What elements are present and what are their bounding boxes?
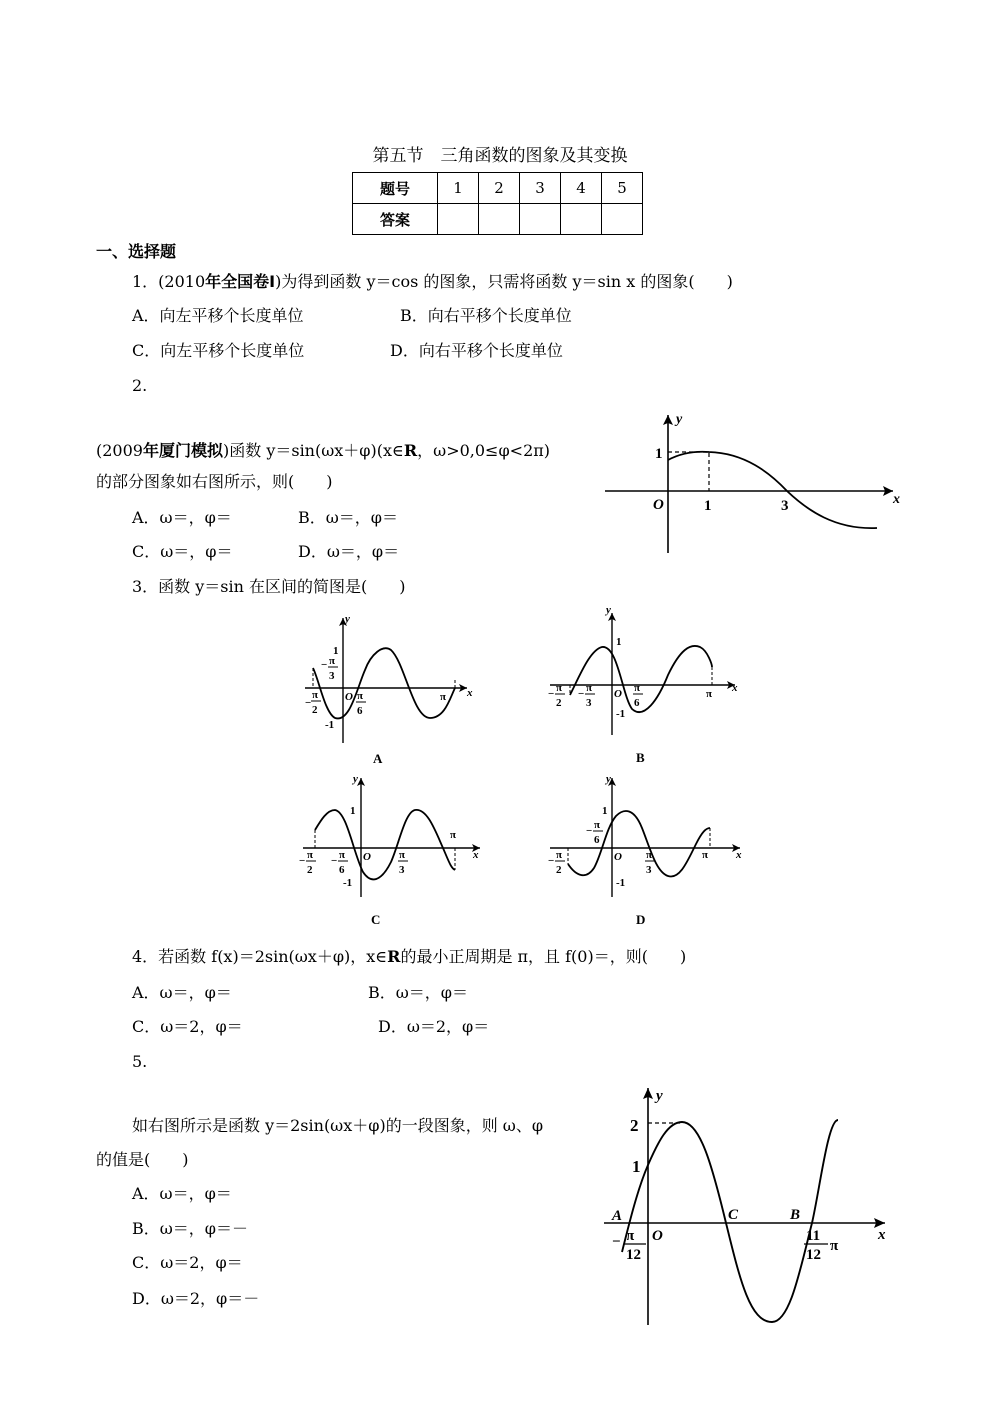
y-label: y (353, 773, 358, 785)
q4-option-d[interactable]: D．ω＝2，φ＝ (378, 1017, 490, 1036)
q3-graph-d[interactable] (540, 772, 750, 932)
tick-den: 6 (339, 864, 345, 876)
tick-num: π (307, 849, 314, 861)
curve (315, 810, 455, 880)
tick-sign: − (321, 659, 328, 671)
tick-den: 6 (357, 705, 363, 717)
q2-option-c[interactable]: C．ω＝，φ＝ (132, 542, 233, 561)
tick-num: π (594, 819, 601, 831)
q3-graph-a[interactable] (295, 608, 485, 770)
tick-one: 1 (602, 805, 608, 817)
curve (568, 811, 710, 877)
q5-point-b: B (790, 1207, 801, 1223)
q5-tick-two: 2 (630, 1116, 639, 1135)
q2-stem-c: )函数 y＝sin(ωx＋φ)(x∈ (222, 441, 404, 460)
tick-pi: π (440, 691, 447, 703)
q2-stem-a: (2009 (96, 441, 143, 460)
tick-neg-one: -1 (343, 877, 353, 889)
tick-sign: − (548, 688, 555, 700)
q4-option-c[interactable]: C．ω＝2，φ＝ (132, 1017, 243, 1036)
q5-x-label: x (878, 1227, 886, 1243)
q2-option-a[interactable]: A．ω＝，φ＝ (132, 508, 232, 527)
x-label: x (736, 849, 742, 861)
tick-num: π (399, 849, 406, 861)
q5-right-pi: π (830, 1238, 839, 1254)
q5-tick-one: 1 (632, 1157, 641, 1176)
page-title: 第五节 三角函数的图象及其变换 (372, 146, 628, 166)
q5-option-b[interactable]: B．ω＝，φ＝－ (132, 1219, 249, 1238)
q2-source: 年厦门模拟 (142, 441, 223, 460)
table-answer-label: 答案 (353, 204, 438, 235)
tick-pi: π (450, 829, 457, 841)
answer-table (352, 172, 643, 235)
option-label: B (636, 750, 645, 765)
q5-stem-line2: 的值是( ) (96, 1150, 189, 1169)
q1-option-b[interactable]: B．向右平移个长度单位 (400, 306, 572, 325)
origin: O (363, 851, 371, 863)
q5-right-num: 11 (806, 1228, 821, 1244)
section-heading: 一、选择题 (96, 242, 177, 261)
q2-option-b[interactable]: B．ω＝，φ＝ (298, 508, 399, 527)
tick-pi: π (706, 688, 713, 700)
q2-y-label: y (676, 412, 683, 427)
tick-sign: − (586, 825, 593, 837)
q2-x-tick-3: 3 (781, 498, 789, 514)
tick-sign: − (548, 855, 555, 867)
table-cell: 5 (602, 173, 643, 204)
y-label: y (606, 773, 611, 785)
table-cell: 3 (520, 173, 561, 204)
q2-graph (595, 405, 915, 560)
q5-left-num: π (626, 1228, 635, 1244)
x-label: x (473, 849, 479, 861)
q2-real-set: R (403, 441, 418, 460)
tick-den: 2 (312, 704, 318, 716)
q2-stem-d: ，ω>0,0≤φ<2π) (417, 441, 551, 460)
tick-one: 1 (616, 636, 622, 648)
q2-x-tick-1: 1 (704, 498, 712, 514)
origin: O (345, 691, 353, 703)
tick-den: 2 (556, 697, 562, 709)
q5-option-d[interactable]: D．ω＝2，φ＝－ (132, 1289, 260, 1308)
q2-option-d[interactable]: D．ω＝，φ＝ (298, 542, 400, 561)
answer-cell[interactable] (479, 204, 520, 235)
q3-graph-c[interactable] (295, 772, 495, 932)
tick-num: π (357, 690, 364, 702)
q4-option-b[interactable]: B．ω＝，φ＝ (368, 983, 469, 1002)
tick-sign: − (299, 855, 306, 867)
q5-origin: O (652, 1228, 663, 1244)
table-cell: 2 (479, 173, 520, 204)
table-cell: 1 (438, 173, 479, 204)
q4-option-a[interactable]: A．ω＝，φ＝ (132, 983, 232, 1002)
table-header-label: 题号 (353, 173, 438, 204)
tick-den: 2 (307, 864, 313, 876)
q3-stem: 3．函数 y＝sin 在区间的简图是( ) (132, 577, 406, 596)
q1-option-c[interactable]: C．向左平移个长度单位 (132, 341, 305, 360)
tick-num: π (556, 849, 563, 861)
q5-right-den: 12 (806, 1247, 821, 1263)
option-label: A (373, 751, 383, 766)
tick-pi: π (702, 849, 709, 861)
tick-num: π (329, 655, 336, 667)
y-label: y (606, 605, 611, 616)
tick-den: 3 (399, 864, 405, 876)
origin: O (614, 688, 622, 700)
q4-real-set: R (387, 947, 401, 966)
q1-source: 年全国卷Ⅰ (205, 272, 276, 291)
q1-option-a[interactable]: A．向左平移个长度单位 (132, 306, 304, 325)
q2-y-tick-1: 1 (655, 446, 663, 462)
option-label: D (636, 912, 646, 927)
tick-num: π (312, 689, 319, 701)
q5-point-c: C (728, 1207, 739, 1223)
tick-den: 3 (586, 697, 592, 709)
y-label: y (345, 613, 350, 625)
answer-cell[interactable] (438, 204, 479, 235)
tick-den: 3 (646, 864, 652, 876)
tick-num: π (634, 682, 641, 694)
tick-num: π (586, 682, 593, 694)
tick-sign: − (305, 697, 312, 709)
q5-graph (590, 1080, 900, 1330)
q2-stem-line2: 的部分图象如右图所示，则( ) (96, 472, 333, 491)
q5-option-a[interactable]: A．ω＝，φ＝ (132, 1184, 232, 1203)
q4-stem (132, 947, 686, 967)
q4-stem-a: 4．若函数 f(x)＝2sin(ωx＋φ)，x∈ (132, 947, 388, 966)
tick-sign: − (578, 688, 585, 700)
tick-neg-one: -1 (325, 719, 335, 731)
q5-left-sign: − (612, 1234, 621, 1250)
x-label: x (467, 687, 473, 699)
q1-option-d[interactable]: D．向右平移个长度单位 (390, 341, 563, 360)
q2-stem (96, 441, 550, 461)
q1-stem-c: )为得到函数 y＝cos 的图象，只需将函数 y＝sin x 的图象( ) (275, 272, 733, 291)
q2-x-label: x (893, 492, 900, 507)
q5-y-label: y (656, 1088, 663, 1104)
q5-option-c[interactable]: C．ω＝2，φ＝ (132, 1253, 243, 1272)
q5-number: 5. (132, 1052, 148, 1071)
tick-num: π (646, 849, 653, 861)
tick-den: 2 (556, 864, 562, 876)
table-cell: 4 (561, 173, 602, 204)
tick-den: 6 (594, 834, 600, 846)
tick-one: 1 (350, 805, 356, 817)
q5-point-a: A (612, 1208, 623, 1224)
q1-stem (132, 272, 733, 292)
q2-origin: O (653, 497, 664, 513)
tick-neg-one: -1 (616, 877, 626, 889)
origin: O (614, 851, 622, 863)
answer-cell[interactable] (561, 204, 602, 235)
q2-curve (668, 452, 877, 528)
tick-den: 6 (634, 697, 640, 709)
option-label: C (371, 912, 381, 927)
tick-num: π (556, 682, 563, 694)
q5-stem-line1: 如右图所示是函数 y＝2sin(ωx＋φ)的一段图象，则 ω、φ (132, 1116, 544, 1135)
q1-stem-a: 1．(2010 (132, 272, 206, 291)
tick-num: π (339, 849, 346, 861)
tick-one: 1 (333, 645, 339, 657)
tick-den: 3 (329, 670, 335, 682)
q5-left-den: 12 (626, 1247, 641, 1263)
answer-cell[interactable] (602, 204, 643, 235)
q2-number: 2. (132, 376, 148, 395)
q3-graph-b[interactable] (540, 605, 750, 770)
tick-neg-one: -1 (616, 708, 626, 720)
x-label: x (732, 682, 738, 694)
answer-cell[interactable] (520, 204, 561, 235)
q4-stem-b: 的最小正周期是 π，且 f(0)＝，则( ) (400, 947, 687, 966)
tick-sign: − (331, 855, 338, 867)
